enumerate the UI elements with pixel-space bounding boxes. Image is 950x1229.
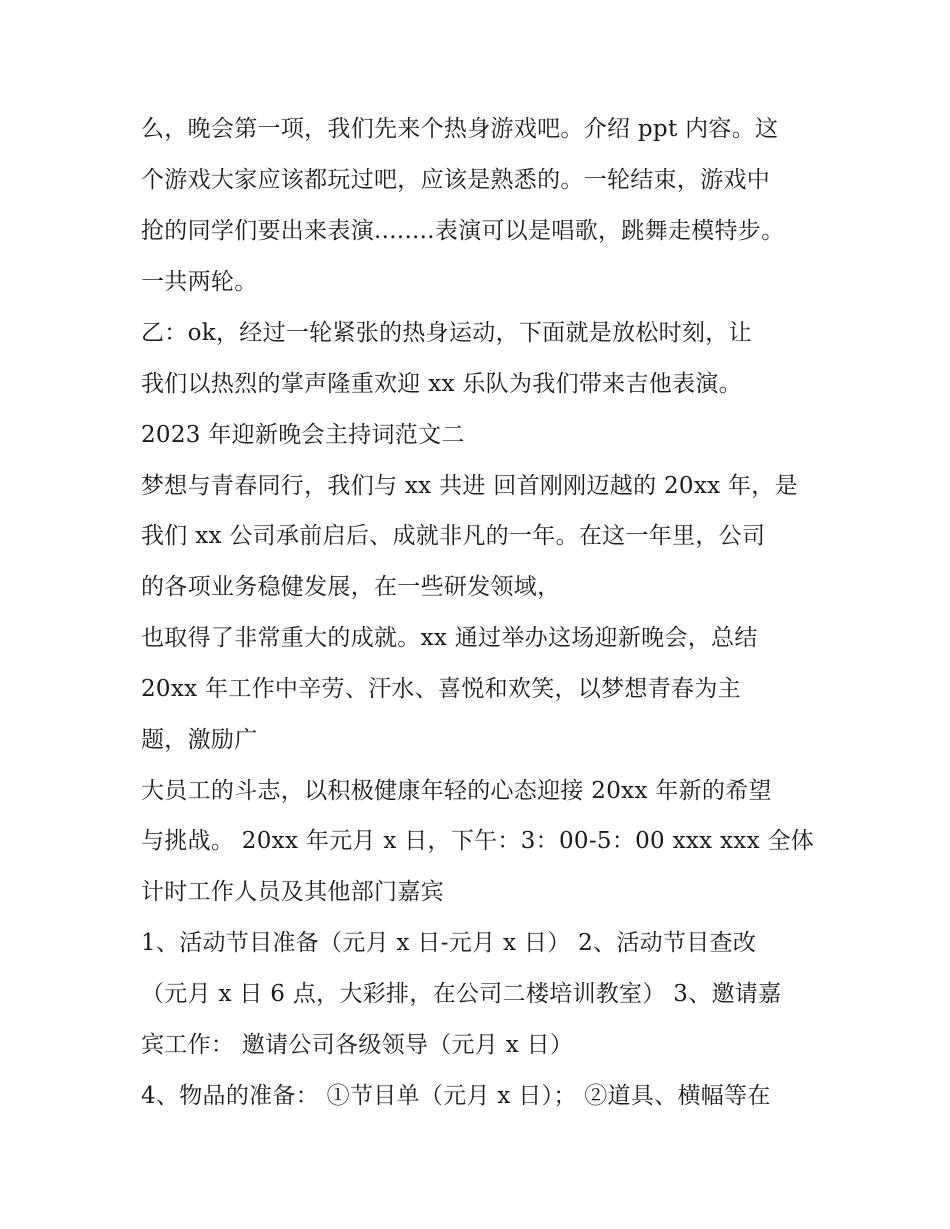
text-line: 计时工作人员及其他部门嘉宾 [141, 879, 444, 905]
list-item: （元月 x 日 6 点，大彩排，在公司二楼培训教室） 3、邀请嘉 [141, 981, 782, 1007]
text-line: 我们 xx 公司承前启后、成就非凡的一年。在这一年里，公司 [141, 523, 766, 549]
list-item: 4、物品的准备： ①节目单（元月 x 日）； ②道具、横幅等在 [141, 1083, 771, 1109]
text-line: 与挑战。 20xx 年元月 x 日，下午：3：00-5：00 xxx xxx 全体 [141, 828, 815, 854]
text-line: 的各项业务稳健发展，在一些研发领域， [141, 574, 561, 600]
text-line: 一共两轮。 [141, 269, 258, 295]
section-heading: 2023 年迎新晚会主持词范文二 [141, 422, 465, 448]
list-item: 宾工作： 邀请公司各级领导（元月 x 日） [141, 1032, 574, 1058]
text-line: 也取得了非常重大的成就。xx 通过举办这场迎新晚会，总结 [141, 625, 758, 651]
text-line: 20xx 年工作中辛劳、汗水、喜悦和欢笑，以梦想青春为主 [141, 676, 741, 702]
text-line: 个游戏大家应该都玩过吧，应该是熟悉的。一轮结束，游戏中 [141, 167, 771, 193]
text-line: 题，激励广 [141, 727, 258, 753]
text-line: 抢的同学们要出来表演........表演可以是唱歌，跳舞走模特步。 [141, 218, 785, 244]
text-line: 我们以热烈的掌声隆重欢迎 xx 乐队为我们带来吉他表演。 [141, 371, 742, 397]
text-line: 乙：ok，经过一轮紧张的热身运动，下面就是放松时刻，让 [141, 320, 752, 346]
text-line: 大员工的斗志，以积极健康年轻的心态迎接 20xx 年新的希望 [141, 778, 772, 804]
list-item: 1、活动节目准备（元月 x 日-元月 x 日） 2、活动节目查改 [141, 930, 757, 956]
text-line: 么，晚会第一项，我们先来个热身游戏吧。介绍 ppt 内容。这 [141, 116, 779, 142]
text-line: 梦想与青春同行，我们与 xx 共进 回首刚刚迈越的 20xx 年，是 [141, 473, 798, 499]
